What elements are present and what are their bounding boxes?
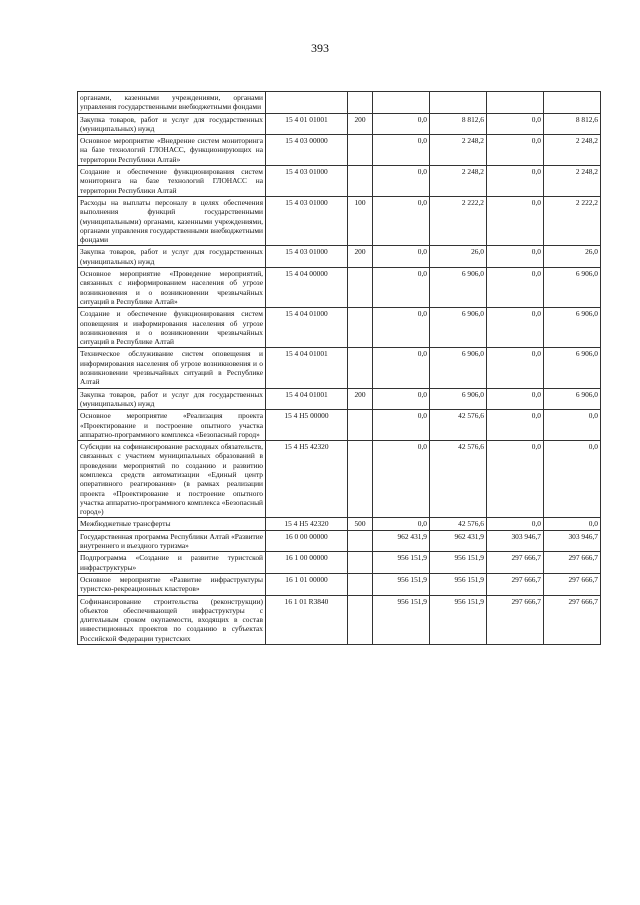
row-name-cell: органами, казенными учреждениями, органами управления государственными внебюджетными фондами (78, 92, 266, 114)
row-code-cell: 15 4 H5 00000 (266, 410, 348, 441)
row-code-cell: 15 4 H5 42320 (266, 441, 348, 518)
table-row (78, 113, 601, 135)
row-expense-type-cell: 100 (348, 196, 373, 245)
row-value-4-cell: 2 248,2 (544, 166, 601, 197)
row-value-4-cell: 0,0 (544, 441, 601, 518)
row-value-3-cell: 0,0 (487, 410, 544, 441)
row-value-1-cell (373, 92, 430, 114)
row-value-1-cell: 0,0 (373, 113, 430, 135)
row-value-3-cell: 0,0 (487, 135, 544, 166)
row-value-2-cell: 2 248,2 (430, 135, 487, 166)
row-name-cell: Основное мероприятие «Внедрение систем мониторинга на базе технологий ГЛОНАСС, функционирующих на территории Республики Алтай» (78, 135, 266, 166)
table-row (78, 308, 601, 348)
row-code-cell: 15 4 03 01000 (266, 196, 348, 245)
row-value-4-cell: 26,0 (544, 246, 601, 268)
row-expense-type-cell (348, 92, 373, 114)
table-row (78, 246, 601, 268)
row-value-4-cell: 8 812,6 (544, 113, 601, 135)
row-value-1-cell: 0,0 (373, 268, 430, 308)
row-name-cell: Расходы на выплаты персоналу в целях обеспечения выполнения функций государственными (муниципальными) органами, казенными учреждениями, органами управления государственными внебюджетными фондами (78, 196, 266, 245)
row-value-3-cell: 0,0 (487, 308, 544, 348)
row-value-1-cell: 0,0 (373, 518, 430, 530)
row-expense-type-cell (348, 348, 373, 388)
row-expense-type-cell (348, 308, 373, 348)
row-value-2-cell: 2 248,2 (430, 166, 487, 197)
row-code-cell: 15 4 01 01001 (266, 113, 348, 135)
row-value-2-cell: 42 576,6 (430, 441, 487, 518)
table-row (78, 196, 601, 245)
row-value-4-cell: 6 906,0 (544, 348, 601, 388)
row-name-cell: Основное мероприятие «Развитие инфраструктуры туристско-рекреационных кластеров» (78, 573, 266, 595)
row-value-4-cell (544, 92, 601, 114)
row-expense-type-cell: 500 (348, 518, 373, 530)
row-value-1-cell: 956 151,9 (373, 595, 430, 644)
row-value-1-cell: 0,0 (373, 308, 430, 348)
row-value-2-cell: 6 906,0 (430, 388, 487, 410)
row-value-3-cell: 0,0 (487, 268, 544, 308)
row-name-cell: Создание и обеспечение функционирования систем оповещения и информирования населения об угрозе возникновения и о возникновении чрезвычайных ситуаций в Республике Алтай (78, 308, 266, 348)
row-value-3-cell: 297 666,7 (487, 573, 544, 595)
budget-table-body (78, 92, 601, 645)
table-row (78, 92, 601, 114)
table-row (78, 410, 601, 441)
row-value-4-cell: 6 906,0 (544, 308, 601, 348)
row-name-cell: Основное мероприятие «Реализация проекта «Проектирование и построение опытного участка аппаратно-программного комплекса «Безопасный город» (78, 410, 266, 441)
row-expense-type-cell (348, 552, 373, 574)
row-value-3-cell: 0,0 (487, 166, 544, 197)
row-name-cell: Софинансирование строительства (реконструкции) объектов обеспечивающей инфраструктуры с длительным сроком окупаемости, входящих в состав инвестиционных проектов по созданию в субъектах Российской Федерации туристских (78, 595, 266, 644)
row-value-3-cell: 0,0 (487, 441, 544, 518)
row-value-4-cell: 0,0 (544, 518, 601, 530)
row-value-3-cell: 303 946,7 (487, 530, 544, 552)
row-code-cell: 15 4 04 01000 (266, 308, 348, 348)
row-value-2-cell: 2 222,2 (430, 196, 487, 245)
row-code-cell: 16 0 00 00000 (266, 530, 348, 552)
row-value-1-cell: 0,0 (373, 410, 430, 441)
row-code-cell: 15 4 04 00000 (266, 268, 348, 308)
row-name-cell: Государственная программа Республики Алтай «Развитие внутреннего и въездного туризма» (78, 530, 266, 552)
row-value-1-cell: 0,0 (373, 441, 430, 518)
row-code-cell: 15 4 04 01001 (266, 388, 348, 410)
row-value-1-cell: 956 151,9 (373, 552, 430, 574)
row-value-3-cell: 0,0 (487, 246, 544, 268)
row-value-2-cell: 26,0 (430, 246, 487, 268)
row-value-3-cell: 0,0 (487, 348, 544, 388)
row-code-cell: 15 4 H5 42320 (266, 518, 348, 530)
row-value-1-cell: 0,0 (373, 388, 430, 410)
row-name-cell: Межбюджетные трансферты (78, 518, 266, 530)
row-value-2-cell: 956 151,9 (430, 595, 487, 644)
row-value-1-cell: 962 431,9 (373, 530, 430, 552)
row-value-2-cell: 6 906,0 (430, 268, 487, 308)
row-value-1-cell: 0,0 (373, 348, 430, 388)
row-value-2-cell: 956 151,9 (430, 573, 487, 595)
row-value-3-cell: 0,0 (487, 388, 544, 410)
row-name-cell: Создание и обеспечение функционирования систем мониторинга на базе технологий ГЛОНАСС на территории Республики Алтай (78, 166, 266, 197)
table-row (78, 388, 601, 410)
table-row (78, 268, 601, 308)
row-value-2-cell: 42 576,6 (430, 410, 487, 441)
row-code-cell: 15 4 04 01001 (266, 348, 348, 388)
row-value-4-cell: 0,0 (544, 410, 601, 441)
row-value-4-cell: 6 906,0 (544, 268, 601, 308)
row-value-2-cell: 962 431,9 (430, 530, 487, 552)
row-expense-type-cell (348, 530, 373, 552)
row-name-cell: Субсидии на софинансирование расходных обязательств, связанных с участием муниципальных образований в проведении мероприятий по созданию и развитию комплекса средств автоматизации «Единый центр оперативного реагирования» (в рамках реализации проекта «Проектирование и построение опытного участка аппаратно-программного комплекса «Безопасный город») (78, 441, 266, 518)
row-value-4-cell: 297 666,7 (544, 573, 601, 595)
row-value-3-cell: 0,0 (487, 113, 544, 135)
row-value-2-cell: 8 812,6 (430, 113, 487, 135)
row-code-cell: 16 1 00 00000 (266, 552, 348, 574)
row-code-cell: 15 4 03 00000 (266, 135, 348, 166)
row-code-cell: 16 1 01 00000 (266, 573, 348, 595)
row-code-cell (266, 92, 348, 114)
row-expense-type-cell (348, 441, 373, 518)
budget-table (77, 91, 601, 645)
row-expense-type-cell: 200 (348, 246, 373, 268)
row-value-4-cell: 303 946,7 (544, 530, 601, 552)
row-name-cell: Закупка товаров, работ и услуг для государственных (муниципальных) нужд (78, 113, 266, 135)
table-row (78, 348, 601, 388)
table-row (78, 573, 601, 595)
row-code-cell: 15 4 03 01000 (266, 246, 348, 268)
row-name-cell: Подпрограмма «Создание и развитие туристской инфраструктуры» (78, 552, 266, 574)
row-expense-type-cell (348, 135, 373, 166)
row-value-1-cell: 0,0 (373, 246, 430, 268)
table-row (78, 166, 601, 197)
table-row (78, 518, 601, 530)
row-value-2-cell: 6 906,0 (430, 348, 487, 388)
row-expense-type-cell (348, 573, 373, 595)
row-expense-type-cell (348, 595, 373, 644)
row-value-4-cell: 297 666,7 (544, 552, 601, 574)
table-row (78, 552, 601, 574)
row-value-4-cell: 297 666,7 (544, 595, 601, 644)
row-value-2-cell: 42 576,6 (430, 518, 487, 530)
row-expense-type-cell: 200 (348, 388, 373, 410)
row-expense-type-cell (348, 410, 373, 441)
row-name-cell: Техническое обслуживание систем оповещения и информирования населения об угрозе возникновения и о возникновении чрезвычайных ситуаций в Республике Алтай (78, 348, 266, 388)
row-value-1-cell: 0,0 (373, 135, 430, 166)
row-value-2-cell: 956 151,9 (430, 552, 487, 574)
row-code-cell: 15 4 03 01000 (266, 166, 348, 197)
row-value-3-cell: 0,0 (487, 196, 544, 245)
table-row (78, 135, 601, 166)
row-expense-type-cell: 200 (348, 113, 373, 135)
page-number: 393 (311, 41, 329, 55)
table-row (78, 595, 601, 644)
table-row (78, 530, 601, 552)
row-value-1-cell: 956 151,9 (373, 573, 430, 595)
row-value-4-cell: 2 248,2 (544, 135, 601, 166)
row-name-cell: Закупка товаров, работ и услуг для государственных (муниципальных) нужд (78, 246, 266, 268)
row-code-cell: 16 1 01 R3840 (266, 595, 348, 644)
row-name-cell: Закупка товаров, работ и услуг для государственных (муниципальных) нужд (78, 388, 266, 410)
row-value-3-cell (487, 92, 544, 114)
row-expense-type-cell (348, 166, 373, 197)
row-value-3-cell: 297 666,7 (487, 552, 544, 574)
row-value-3-cell: 0,0 (487, 518, 544, 530)
row-value-2-cell (430, 92, 487, 114)
row-value-3-cell: 297 666,7 (487, 595, 544, 644)
row-value-1-cell: 0,0 (373, 166, 430, 197)
row-value-4-cell: 6 906,0 (544, 388, 601, 410)
row-value-4-cell: 2 222,2 (544, 196, 601, 245)
table-row (78, 441, 601, 518)
row-expense-type-cell (348, 268, 373, 308)
row-value-1-cell: 0,0 (373, 196, 430, 245)
row-value-2-cell: 6 906,0 (430, 308, 487, 348)
row-name-cell: Основное мероприятие «Проведение мероприятий, связанных с информированием населения об угрозе возникновения и о возникновении чрезвычайных ситуаций в Республике Алтай» (78, 268, 266, 308)
